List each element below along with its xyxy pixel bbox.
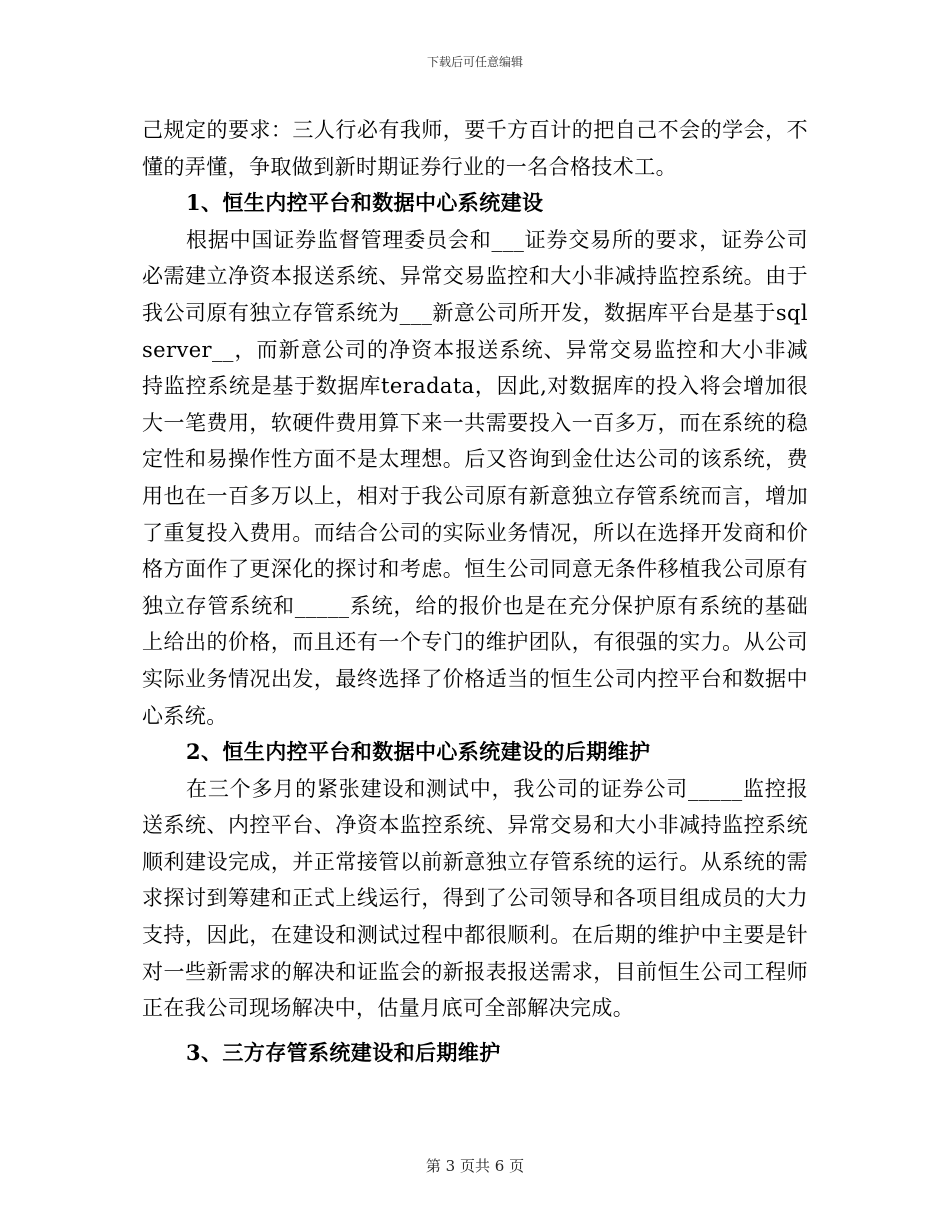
section-1-paragraph: 根据中国证券监督管理委员会和___证券交易所的要求，证券公司必需建立净资本报送系统、异常交易监控和大小非减持监控系统。由于我公司原有独立存管系统为___新意公司所开发，数据库平台是基于sqlserver__，而新意公司的净资本报送系统、异常交易监控和大小非减持监控系统是基于数据库teradata，因此,对数据库的投入将会增加很大一笔费用，软硬件费用算下来一共需要投入一百多万，而在系统的稳定性和易操作性方面不是太理想。后又咨询到金仕达公司的该系统，费用也在一百多万以上，相对于我公司原有新意独立存管系统而言，增加了重复投入费用。而结合公司的实际业务情况，所以在选择开发商和价格方面作了更深化的探讨和考虑。恒生公司同意无条件移植我公司原有独立存管系统和_____系统，给的报价也是在充分保护原有系统的基础上给出的价格，而且还有一个专门的维护团队，有很强的实力。从公司实际业务情况出发，最终选择了价格适当的恒生公司内控平台和数据中心系统。 xyxy=(142,227,808,728)
intro-paragraph: 己规定的要求：三人行必有我师，要千方百计的把自己不会的学会，不懂的弄懂，争取做到新时期证券行业的一名合格技术工。 xyxy=(142,118,808,179)
section-2-heading: 2、恒生内控平台和数据中心系统建设的后期维护 xyxy=(186,739,651,765)
section-2-paragraph: 在三个多月的紧张建设和测试中，我公司的证券公司_____监控报送系统、内控平台、净资本监控系统、异常交易和大小非减持监控系统顺利建设完成，并正常接管以前新意独立存管系统的运行。从系统的需求探讨到筹建和正式上线运行，得到了公司领导和各项目组成员的大力支持，因此，在建设和测试过程中都很顺利。在后期的维护中主要是针对一些新需求的解决和证监会的新报表报送需求，目前恒生公司工程师正在我公司现场解决中，估量月底可全部解决完成。 xyxy=(142,776,808,1021)
page-header: 下载后可任意编辑 xyxy=(426,55,523,69)
section-3-heading: 3、三方存管系统建设和后期维护 xyxy=(186,1039,501,1065)
page-footer: 第 3 页共 6 页 xyxy=(425,1157,525,1175)
section-1-heading: 1、恒生内控平台和数据中心系统建设 xyxy=(186,190,544,216)
document-body xyxy=(142,112,808,1071)
